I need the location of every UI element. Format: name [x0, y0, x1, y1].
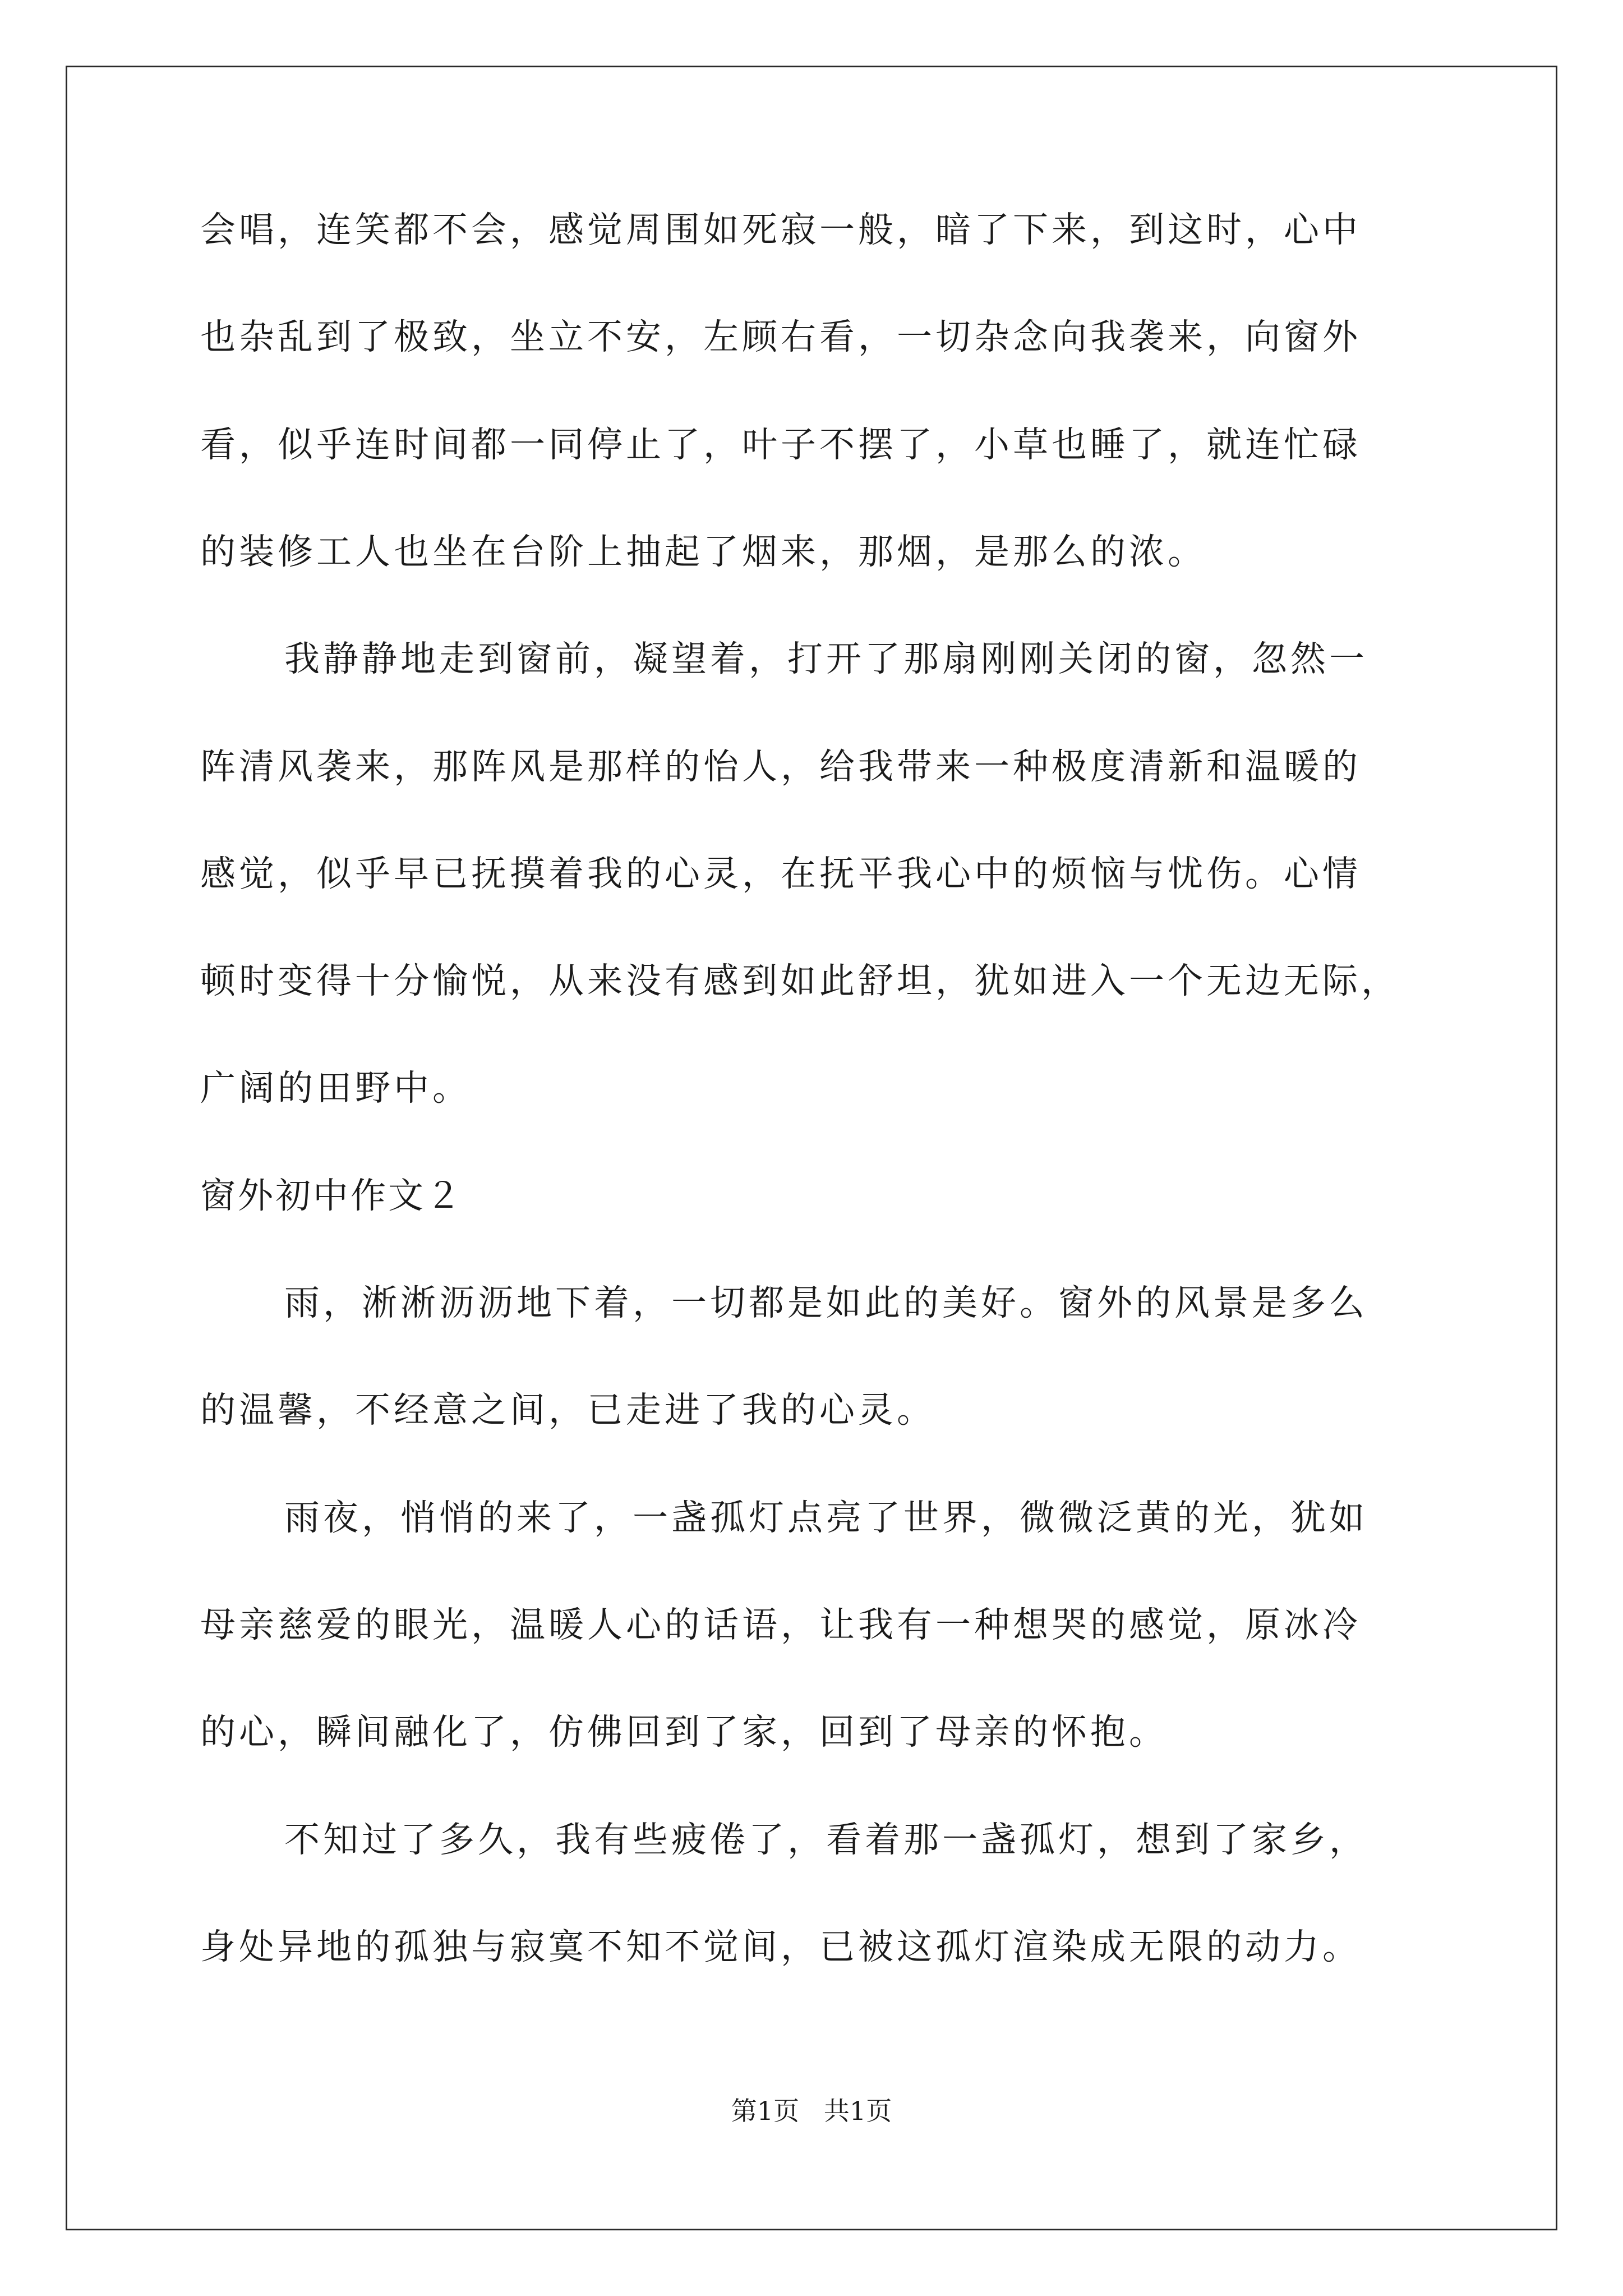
paragraph-line: 的温馨，不经意之间，已走进了我的心灵。: [200, 1389, 935, 1430]
paragraph-line: 顿时变得十分愉悦，从来没有感到如此舒坦，犹如进入一个无边无际，: [200, 960, 1400, 1001]
paragraph-line: 广阔的田野中。: [200, 1068, 471, 1108]
paragraph-line: 雨夜，悄悄的来了，一盏孤灯点亮了世界，微微泛黄的光，犹如: [284, 1497, 1368, 1538]
paragraph-line: 感觉，似乎早已抚摸着我的心灵，在抚平我心中的烦恼与忧伤。心情: [200, 853, 1361, 894]
paragraph-line: 身处异地的孤独与寂寞不知不觉间，已被这孤灯渲染成无限的动力。: [200, 1926, 1361, 1967]
paragraph-line: 我静静地走到窗前，凝望着，打开了那扇刚刚关闭的窗，忽然一: [284, 638, 1368, 679]
paragraph-line: 阵清风袭来，那阵风是那样的怡人，给我带来一种极度清新和温暖的: [200, 746, 1361, 787]
paragraph-line: 不知过了多久，我有些疲倦了，看着那一盏孤灯，想到了家乡，: [284, 1819, 1368, 1860]
paragraph-line: 的装修工人也坐在台阶上抽起了烟来，那烟，是那么的浓。: [200, 531, 1206, 572]
paragraph-line: 母亲慈爱的眼光，温暖人心的话语，让我有一种想哭的感觉，原冰冷: [200, 1604, 1361, 1645]
page-border: [66, 66, 1557, 2230]
page-footer: 第1页 共1页: [731, 2096, 892, 2126]
section-heading: 窗外初中作文２: [200, 1175, 463, 1216]
paragraph-line: 也杂乱到了极致，坐立不安，左顾右看，一切杂念向我袭来，向窗外: [200, 316, 1361, 357]
paragraph-line: 会唱，连笑都不会，感觉周围如死寂一般，暗了下来，到这时，心中: [200, 209, 1361, 250]
paragraph-line: 看，似乎连时间都一同停止了，叶子不摆了，小草也睡了，就连忙碌: [200, 424, 1361, 465]
paragraph-line: 雨，淅淅沥沥地下着，一切都是如此的美好。窗外的风景是多么: [284, 1282, 1368, 1323]
paragraph-line: 的心，瞬间融化了，仿佛回到了家，回到了母亲的怀抱。: [200, 1711, 1168, 1752]
